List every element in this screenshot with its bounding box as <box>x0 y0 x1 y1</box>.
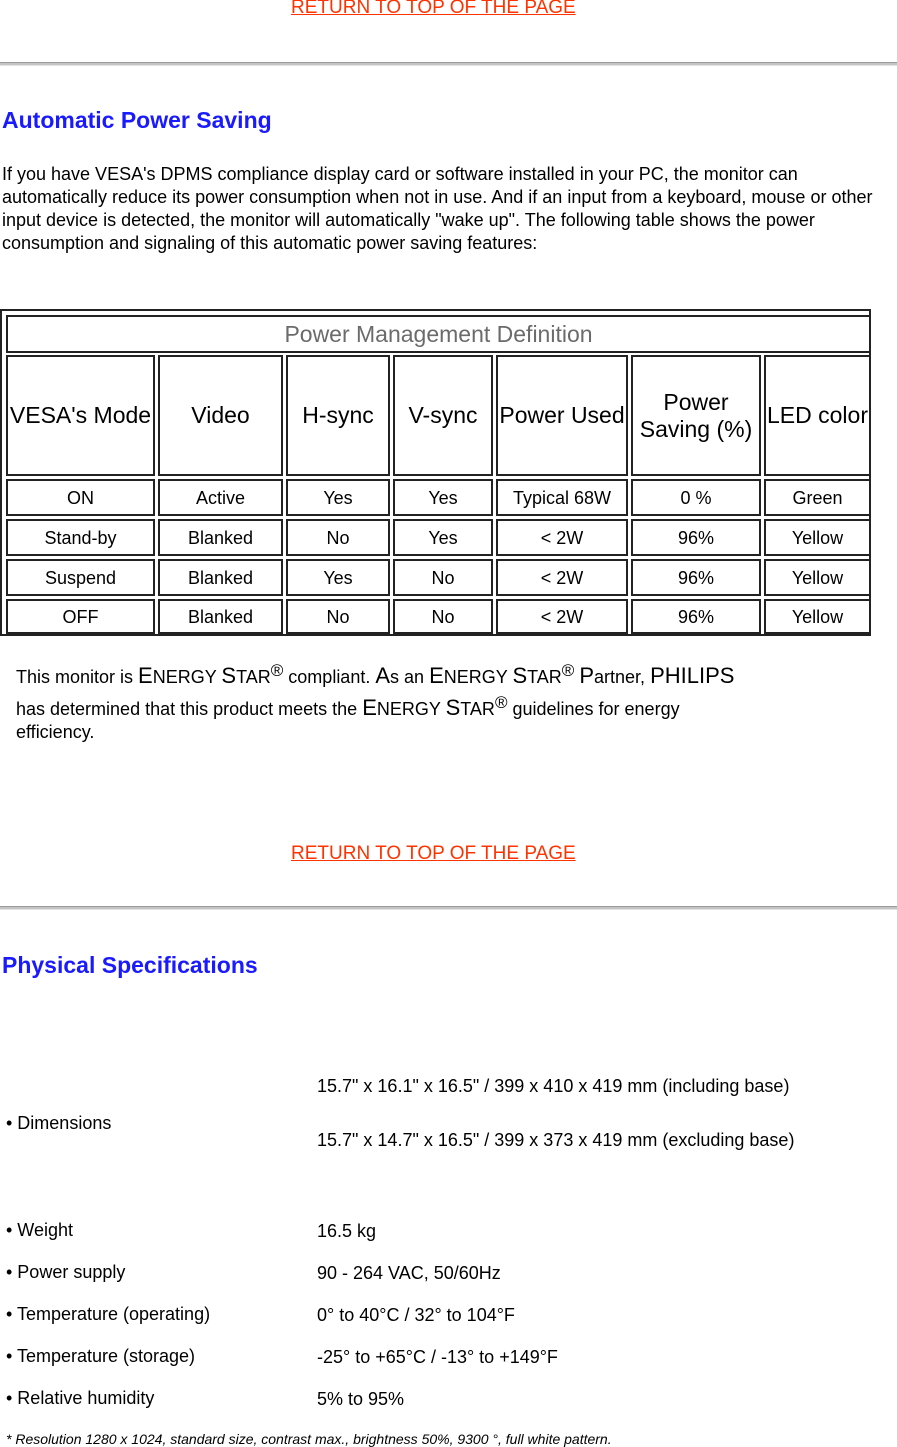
energy-star-line-3: efficiency. <box>16 722 95 742</box>
table-cell: OFF <box>6 599 155 634</box>
spec-label: • Relative humidity <box>6 1388 155 1408</box>
table-header: Power Used <box>496 355 628 476</box>
table-cell: No <box>393 599 493 634</box>
table-cell: < 2W <box>496 599 628 634</box>
table-cell: Typical 68W <box>496 479 628 516</box>
divider <box>0 62 897 66</box>
table-cell: Suspend <box>6 559 155 596</box>
philips-brand: PHILIPS <box>650 663 735 688</box>
spec-value: 90 - 264 VAC, 50/60Hz <box>317 1263 501 1283</box>
table-cell: 96% <box>631 559 761 596</box>
energy-star-statement <box>16 663 876 742</box>
table-cell: No <box>393 559 493 596</box>
energy-star-line-1: This monitor is ENERGY STAR® compliant. As an ENERGY STAR® Partner, PHILIPS <box>16 661 735 688</box>
spec-label: • Weight <box>6 1220 73 1240</box>
spec-value: 0° to 40°C / 32° to 104°F <box>317 1305 515 1325</box>
table-header: H-sync <box>286 355 390 476</box>
table-cell: Yes <box>393 519 493 556</box>
footnote: * Resolution 1280 x 1024, standard size, contrast max., brightness 50%, 9300 °, full white pattern. <box>6 1431 612 1447</box>
table-cell: ON <box>6 479 155 516</box>
table-header: LED color <box>764 355 871 476</box>
table-header: V-sync <box>393 355 493 476</box>
energy-star-line-2: has determined that this product meets the ENERGY STAR® guidelines for energy <box>16 693 680 720</box>
table-cell: Stand-by <box>6 519 155 556</box>
table-header: Power Saving (%) <box>631 355 761 476</box>
table-cell: 0 % <box>631 479 761 516</box>
table-cell: 96% <box>631 519 761 556</box>
spec-label: • Temperature (operating) <box>6 1304 211 1324</box>
spec-value: 5% to 95% <box>317 1389 405 1409</box>
table-header: Video <box>158 355 283 476</box>
table-cell: Blanked <box>158 519 283 556</box>
return-to-top-link[interactable]: RETURN TO TOP OF THE PAGE <box>291 0 576 18</box>
spec-label: • Power supply <box>6 1262 126 1282</box>
table-cell: 96% <box>631 599 761 634</box>
spec-value-dimensions-with-base: 15.7" x 16.1" x 16.5" / 399 x 410 x 419 mm (including base) <box>317 1076 790 1096</box>
table-caption: Power Management Definition <box>6 315 871 353</box>
section-heading-physical-specs: Physical Specifications <box>2 952 258 978</box>
table-cell: Green <box>764 479 871 516</box>
power-saving-intro: If you have VESA's DPMS compliance display card or software installed in your PC, the monitor can automatically reduce its power consumption when not in use. And if an input from a keyboard, mouse or other input device is detected, the monitor will automatically "wake up". The following table shows the power consumption and signaling of this automatic power saving features: <box>2 164 873 253</box>
table-cell: No <box>286 519 390 556</box>
spec-value-dimensions-without-base: 15.7" x 14.7" x 16.5" / 399 x 373 x 419 mm (excluding base) <box>317 1130 795 1150</box>
table-cell: No <box>286 599 390 634</box>
spec-label-dimensions: • Dimensions <box>6 1113 112 1133</box>
spec-value: 16.5 kg <box>317 1221 377 1241</box>
power-management-table <box>0 309 871 636</box>
table-cell: Blanked <box>158 599 283 634</box>
return-to-top-link[interactable]: RETURN TO TOP OF THE PAGE <box>291 843 576 864</box>
table-cell: Blanked <box>158 559 283 596</box>
section-heading-power-saving: Automatic Power Saving <box>2 107 272 133</box>
spec-value: -25° to +65°C / -13° to +149°F <box>317 1347 558 1367</box>
spec-label: • Temperature (storage) <box>6 1346 196 1366</box>
table-cell: < 2W <box>496 519 628 556</box>
table-cell: Yellow <box>764 519 871 556</box>
divider <box>0 906 897 910</box>
table-cell: Yellow <box>764 559 871 596</box>
table-header: VESA's Mode <box>6 355 155 476</box>
table-cell: Yellow <box>764 599 871 634</box>
table-cell: Yes <box>286 559 390 596</box>
table-cell: Yes <box>286 479 390 516</box>
table-cell: < 2W <box>496 559 628 596</box>
table-cell: Yes <box>393 479 493 516</box>
table-cell: Active <box>158 479 283 516</box>
